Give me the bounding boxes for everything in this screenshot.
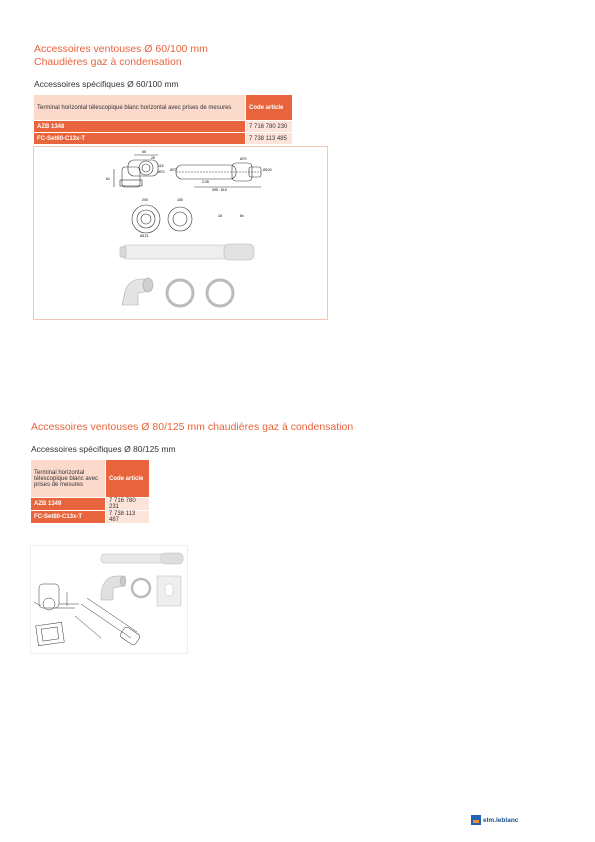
section1-title-line2: Chaudières gaz à condensation [34,56,182,68]
dim-label: Ø70 [158,170,165,174]
brand-logo-icon [471,815,481,825]
dim-label: 2:35 [202,180,209,184]
table-header-desc: Terminal horizontal télescopique blanc avec prises de mesures [31,460,106,498]
table-header-code: Code article [106,460,150,498]
table-cell-code: 7 738 113 487 [106,511,150,524]
table-cell-code: 7 738 113 485 [246,133,293,145]
dim-label: 200 [142,198,148,202]
table-row [31,511,150,524]
pipe-photo [101,553,183,564]
table-cell-code: 7 716 780 230 [246,121,293,133]
section2-product-figure [30,545,188,654]
pipe-drawing [75,598,141,646]
dim-label: 115 [158,164,164,168]
dim-label: 28 [151,156,155,160]
elbow-photo [122,278,153,305]
section1-title-line1: Accessoires ventouses Ø 60/100 mm [34,43,208,55]
table-header-code: Code article [246,95,293,121]
section1-table [33,94,293,145]
section1-subtitle: Accessoires spécifiques Ø 60/100 mm [34,79,179,89]
section2-table [30,459,150,524]
dim-label: Ø100 [263,168,272,172]
section2-subtitle: Accessoires spécifiques Ø 80/125 mm [31,444,176,454]
elbow-photo [101,576,126,600]
dim-label: 395 - 615 [212,188,227,192]
table-row [34,121,293,133]
table-row [31,498,150,511]
table-cell-ref: AZB 1349 [31,498,106,511]
table-cell-code: 7 716 780 231 [106,498,150,511]
terminal-drawing [34,584,79,646]
dim-label: 65 [142,150,146,154]
dim-label: Ø70 [240,157,247,161]
dim-label: Ø121 [140,234,149,238]
dim-label: 8x [240,214,244,218]
table-cell-ref: FC-Set80-C13x-T [31,511,106,524]
rosette-drawing [132,205,192,233]
table-cell-ref: AZB 1348 [34,121,246,133]
dim-label: 61 [106,177,110,181]
table-row [34,133,293,145]
section2-technical-drawing [31,546,187,653]
brand-logo-text: elm.leblanc [483,816,519,824]
dim-label: 150 [177,198,183,202]
rosette-photo [157,576,181,606]
pipe-drawing [176,163,261,187]
section1-product-figure [33,146,328,320]
gasket-photo [167,280,233,306]
table-cell-ref: FC-Set60-C13x-T [34,133,246,145]
section2-title: Accessoires ventouses Ø 80/125 mm chaudières gaz à condensation [31,421,354,433]
section1-technical-drawing [34,147,327,319]
table-header-desc: Terminal horizontal télescopique blanc horizontal avec prises de mesures [34,95,246,121]
section1-title [34,43,208,69]
dim-label: 18 [218,214,222,218]
gasket-photo [132,579,150,597]
brand-logo [471,815,518,825]
dim-label: Ø70 [170,168,177,172]
pipe-photo [120,244,254,260]
